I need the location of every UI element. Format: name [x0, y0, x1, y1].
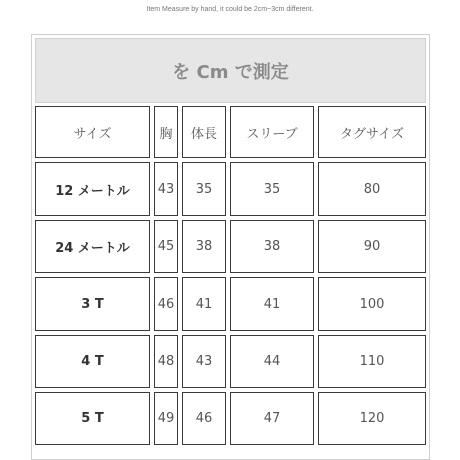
measurement-note: Item Measure by hand, it could be 2cm~3cm different. — [146, 6, 314, 13]
header-length: 体長 — [182, 106, 226, 158]
row-chest-value: 45 — [154, 220, 178, 273]
row-size-label: 24 メートル — [35, 220, 150, 273]
row-length-value: 46 — [182, 392, 226, 445]
row-size-label: 3 T — [35, 277, 150, 331]
row-tag-size-value: 100 — [318, 277, 426, 331]
row-size-label: 12 メートル — [35, 162, 150, 216]
row-length-value: 41 — [182, 277, 226, 331]
row-size-label: 4 T — [35, 335, 150, 388]
row-chest-value: 46 — [154, 277, 178, 331]
row-tag-size-value: 120 — [318, 392, 426, 445]
header-chest: 胸 — [154, 106, 178, 158]
row-tag-size-value: 80 — [318, 162, 426, 216]
row-sleeve-value: 38 — [230, 220, 314, 273]
row-length-value: 38 — [182, 220, 226, 273]
size-chart-title: を Cm で測定 — [35, 38, 426, 103]
row-chest-value: 49 — [154, 392, 178, 445]
row-sleeve-value: 47 — [230, 392, 314, 445]
header-size: サイズ — [35, 106, 150, 158]
row-size-label: 5 T — [35, 392, 150, 445]
row-tag-size-value: 90 — [318, 220, 426, 273]
row-length-value: 43 — [182, 335, 226, 388]
row-sleeve-value: 44 — [230, 335, 314, 388]
row-chest-value: 48 — [154, 335, 178, 388]
header-sleeve: スリーブ — [230, 106, 314, 158]
row-tag-size-value: 110 — [318, 335, 426, 388]
row-sleeve-value: 41 — [230, 277, 314, 331]
row-length-value: 35 — [182, 162, 226, 216]
header-tag-size: タグサイズ — [318, 106, 426, 158]
row-chest-value: 43 — [154, 162, 178, 216]
row-sleeve-value: 35 — [230, 162, 314, 216]
